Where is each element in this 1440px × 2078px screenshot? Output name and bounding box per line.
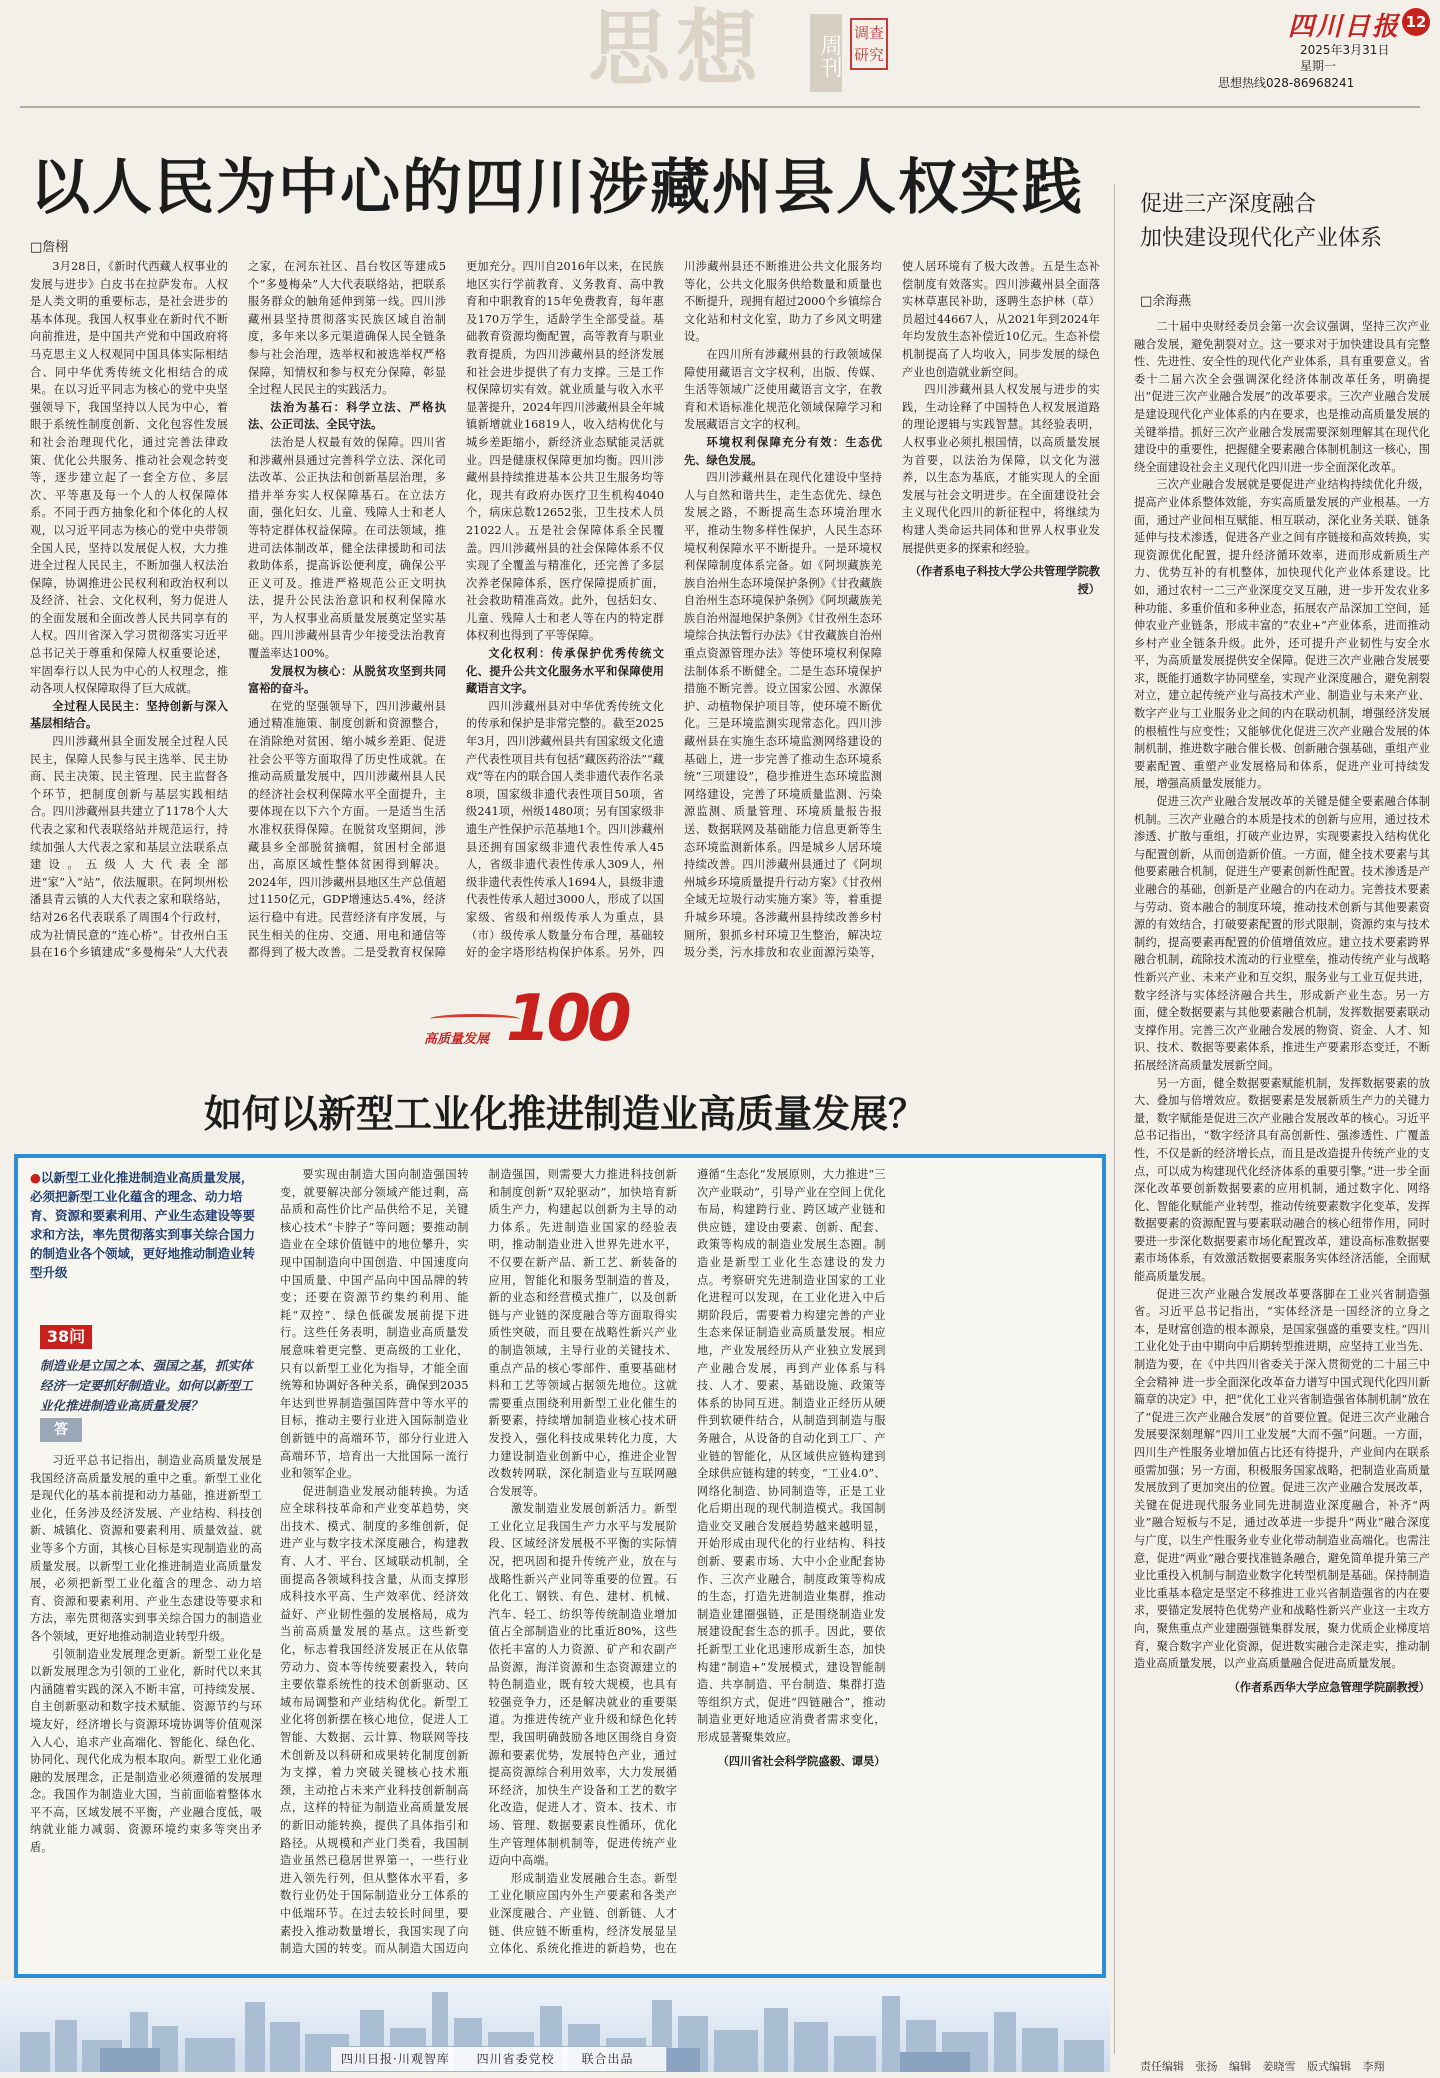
banner-number: 100 bbox=[506, 982, 628, 1056]
question-badge: 38问 bbox=[40, 1325, 92, 1349]
high-quality-100-banner bbox=[420, 982, 660, 1056]
editor-role-3: 版式编辑 bbox=[1307, 2060, 1351, 2073]
paragraph: 另一方面，健全数据要素赋能机制，发挥数据要素的放大、叠加与倍增效应。数据要素是发展新质生产力的关键力量，数字赋能是促进三次产业融合发展改革的核心。习近平总书记指出，“数字经济具有高创新性、强渗透性、广覆盖性，不仅是新的经济增长点，而且是改造提升传统产业的支点，可以成为构建现代化经济体系的重要引擎。”进一步全面深化改革要创新数据要素的应用机制，通过数字化、网络化、智能化赋能产业转型，推动传统要素数字化变革，发挥数据要素的资源配置与要素联动融合的核心纽带作用，同时要进一步深化数据要素市场化配置改革，建设高标准数据要素市场体系，有效激活数据要素服务实体经济活能，全面赋能高质量发展。 bbox=[1134, 1076, 1430, 1284]
article2-headline: 如何以新型工业化推进制造业高质量发展？ bbox=[203, 1092, 926, 1136]
article2-answer-col bbox=[30, 1452, 262, 1970]
paragraph: 在四川所有涉藏州县的行政领域保障使用藏语言文字权利，出版、传媒、生活等领域广泛使用藏语言文字，在教育和术语标准化规范化领域保障学习和发展藏语言文字的权利。 bbox=[684, 347, 882, 432]
editor-name-3: 李翔 bbox=[1362, 2060, 1385, 2073]
date-text: 2025年3月31日 bbox=[1300, 43, 1390, 57]
editor-role-2: 编辑 bbox=[1229, 2060, 1251, 2073]
article2-lead bbox=[30, 1168, 262, 1282]
credit-partner-1: 四川日报·川观智库 bbox=[341, 2052, 450, 2066]
editor-name-1: 张扬 bbox=[1195, 2060, 1218, 2073]
article1-body bbox=[30, 236, 1100, 976]
article1-byline: □詹栩 bbox=[30, 240, 69, 255]
paragraph: 四川涉藏州县在现代化建设中坚持人与自然和谐共生，走生态优先、绿色发展之路，不断提高生态环境治理水平，推动生物多样性保护，人民生态环境权利保障水平不断提升。一是环境权利保障制度体系完备。如《阿坝藏族羌族自治州生态环境保护条例》《甘孜藏族自治州生态环境保护条例》《阿坝藏族羌族自治州湿地保护条例》《甘孜州生态环境综合执法暂行办法》《甘孜藏族自治州重点资源管理办法》等使环境权利保障法制体系不断健全。二是生态环境保护措施不断完善。设立国家公园、水源保护、动植物保护项目等，使环境不断优化。三是环境监测实现常态化。四川涉藏州县在实施生态环境监测网络建设的基础上，进一步完善了推动生态环境系统“三项建设”，稳步推进生态环境监测网络建设，完善了环境质量监测、污染源监测、质量管理、环境质量报告报送、数据联网及基础能力信息更新等生态环境监测新体系。四是城乡人居环境持续改善。四川涉藏州县通过了《阿坝州城乡环境质量提升行动方案》《甘孜州全域无垃圾行动实施方案》等，着重提升城乡环境。各涉藏州县持续改善乡村厕所，狠抓乡村环境卫生整治，解决垃圾分类，污水排放和农业面源污染等，使人居环境有了极大改善。五是生态补偿制度有效落实。四川涉藏州县全面落实林草惠民补助，逐聘生态护林（草）员超过44667人，从2021年到2024年年均发放生态补偿近10亿元。生态补偿机制提高了人均收入，同步发展的绿色产业也创造就业新空间。 bbox=[684, 260, 1100, 960]
question-text: 制造业是立国之本、强国之基，抓实体经济一定要抓好制造业。如何以新型工业化推进制造业高质量发展？ bbox=[40, 1358, 253, 1413]
paragraph: 3月28日，《新时代西藏人权事业的发展与进步》白皮书在拉萨发布。人权是人类文明的重要标志，是社会进步的基本体现。我国人权事业在新时代不断向前推进，是中国共产党和中国政府将马克思主义人权观同中国具体实际相结合、同中华优秀传统文化相结合的成果。在以习近平同志为核心的党中央坚强领导下，我国坚持以人民为中心，着眼于系统性制度创新、文化包容性发展和社会治理现代化，通过完善法律政策、优化公共服务、推动社会观念转变等，逐步建立起了一套全方位、多层次、平等惠及每一个人的人权保障体系。不同于西方抽象化和个体化的人权观，以习近平同志为核心的党中央带领全国人民，坚持以发展促人权，大力推进全过程人民民主，不断加强人权法治保障，协调推进公民权利和政治权利以及经济、社会、文化权利，努力促进人的全面发展和全面改善人民共同享有的人权。四川省深入学习贯彻落实习近平总书记关于尊重和保障人权重要论述，牢固奉行以人民为中心的人权理念，推动各项人权保障取得了巨大成就。 bbox=[30, 260, 228, 696]
article2-body bbox=[280, 1166, 1094, 1972]
editor-role-1: 责任编辑 bbox=[1140, 2060, 1184, 2073]
paragraph: 四川涉藏州县人权发展与进步的实践，生动诠释了中国特色人权发展道路的理论逻辑与实践智慧。其经验表明，人权事业必须扎根国情，以高质量发展为首要，以法治为保障，以文化为滋养，以生态为基底，才能实现人的全面发展与社会文明进步。在全面建设社会主义现代化四川的新征程中，将继续为构建人类命运共同体和世界人权事业发展提供更多的探索和经验。 bbox=[902, 383, 1100, 555]
paragraph: 促进三次产业融合发展改革的关键是健全要素融合体制机制。三次产业融合的本质是技术的创新与应用，通过技术渗透、扩散与重组，打破产业边界，实现要素投入结构优化与配置创新，从而创造新价值。一方面，健全技术要素与其他要素融合机制，促进生产要素创新性配置。技术渗透是产业融合的基础，创新是产业融合的内在动力。完善技术要素与劳动、资本融合的制度环境，推动技术创新与其他要素资源的有效结合，打破要素配置的形式限制，资源约束与技术制约，提高要素再配置的价值增值效应。建立技术要素跨界融合机制，疏除技术流动的行业壁垒，推动传统产业与战略性新兴产业、未来产业和互交织，服务业与工业互促共进，数字经济与实体经济融合共生，形成新产业生态。另一方面，健全数据要素与其他要素融合机制，发挥数据要素联动支撑作用。完善三次产业融合发展的物资、资金、人才、知识、技术、数据等要素体系，推进生产要素形态变迁，不断拓展经济高质量发展新空间。 bbox=[1134, 795, 1430, 1072]
paragraph: 促进三次产业融合发展改革要落脚在工业兴省制造强省。习近平总书记指出，“实体经济是一国经济的立身之本，是财富创造的根本源泉，是国家强盛的重要支柱。”四川工业化处于由中期向中后期转型推进期，应坚持工业当先、制造为要，在《中共四川省委关于深入贯彻党的二十届三中全会精神 进一步全面深化改革奋力谱写中国式现代化四川新篇章的决定》中，把“优化工业兴省制造强省体制机制”放在了“促进三次产业融合发展”的首要位置。促进三次产业融合发展要深刻理解“四川工业发展”大而不强”问题。一方面，四川生产性服务业增加值占比还有待提升，产业间内在联系亟需加强；另一方面，积极服务国家战略，把制造业高质量发展放到了更加突出的位置。促进三次产业融合发展改革，关键在促进现代服务业同先进制造业深度融合，补齐“两业”融合短板与不足，通过改革进一步提升“两业”融合深度与广度，以生产性服务业专业化带动制造业高端化。也需注意，促进“两业”融合要找准链条融合，避免简单提升第三产业比重投入机制与制造业数字化转型机制是基础。保持制造业比重基本稳定是坚定不移推进工业兴省制造强省的内在要求，要锚定发展特色优势产业和战略性新兴产业这一主攻方向，聚焦重点产业建圈强链集群发展，聚力优质企业梯度培育，聚合数字产业化资源，促进数实融合走深走实，推动制造业高质量发展，以产业高质量融合促进高质量发展。 bbox=[1134, 1287, 1430, 1671]
paragraph: 要实现由制造大国向制造强国转变，就要解决部分领域产能过剩，高品质和高性价比产品供给不足，关键核心技术“卡脖子”等问题；要推动制造业在全球价值链中的地位攀升，实现中国制造向中国创造、中国速度向中国质量、中国产品向中国品牌的转变；还要在资源节约集约利用、能耗“双控”、绿色低碳发展前提下进行。这些任务表明，制造业高质量发展意味着更完整、更高级的工业化，只有以新型工业化为指导，才能全面统筹和协调好各种关系，确保到2035年达到世界制造强国阵营中等水平的目标，推动主要行业进入国际制造业创新链中的高端环节，部分行业进入高端环节，培育出一大批国际一流行业和领军企业。 bbox=[280, 1168, 469, 1481]
lead-text: 以新型工业化推进制造业高质量发展，必须把新型工业化蕴含的理念、动力培育、资源和要素利用、产业生态建设等要求和方法，率先贯彻落实到事关综合国力的制造业各个领域，更好地推动制造业转型升级 bbox=[30, 1170, 256, 1280]
masthead bbox=[0, 0, 1440, 108]
hotline: 思想热线028-86968241 bbox=[1218, 76, 1355, 90]
paragraph: 在党的坚强领导下，四川涉藏州县通过精准施策、制度创新和资源整合，在消除绝对贫困、缩小城乡差距、促进社会公平等方面取得了历史性成就。在推动高质量发展中，四川涉藏州县人民的经济社会权利保障水平全面提升，主要体现在以下六个方面。一是适当生活水准权获得保障。在脱贫攻坚期间，涉藏县乡全部脱贫摘帽，贫困村全部退出，高原区域性整体贫困得到解决。2024年，四川涉藏州县地区生产总值超过1150亿元，GDP增速达5.4%，经济运行稳中有进。民营经济有序发展，与民生相关的住房、交通、用电和通信等都得到了极大改善。二是受教育权保障更加充分。四川自2016年以来，在民族地区实行学前教育、义务教育、高中教育和中职教育的15年免费教育，每年惠及170万学生，适龄学生全部受益。基础教育资源均衡配置，高等教育与职业教育提质，为四川涉藏州县的经济发展和社会进步提供了有力支撑。三是工作权保障切实有效。就业质量与收入水平显著提升，2024年四川涉藏州县全年城镇新增就业16819人，收入结构优化与城乡差距缩小，新经济业态赋能灵活就业。四是健康权保障更加均衡。四川涉藏州县持续推进基本公共卫生服务均等化，现共有政府办医疗卫生机构4040个，病床总数12652张，卫生技术人员21022人。五是社会保障体系全民覆盖。四川涉藏州县的社会保障体系不仅实现了全覆盖与精准化，还完善了多层次养老保障体系，医疗保障提质扩面，社会救助精准高效。此外，包括妇女、儿童、残障人士和老人等在内的特定群体权利也得到了平等保障。 bbox=[248, 260, 664, 960]
paragraph: 促进制造业发展动能转换。为适应全球科技革命和产业变革趋势，突出技术、模式、制度的多维创新，促进产业与数字技术深度融合，构建教育、人才、平台、区域联动机制，全面提高各领域科技含量，从而支撑形成科技水平高、生产效率优、经济效益好、产业韧性强的发展格局，成为当前高质量发展的基点。这些新变化，标志着我国经济发展正在从依靠劳动力、资本等传统要素投入，转向主要依靠系统性的技术创新驱动、区域布局调整和产业结构优化。新型工业化将创新摆在核心地位，促进人工智能、大数据、云计算、物联网等技术创新及以科研和成果转化制度创新为支撑，着力突破关键核心技术瓶颈，主动抢占未来产业科技创新制高点，这样的特征为制造业高质量发展的新旧动能转换，提供了具体指引和路径。从规模和产业门类看，我国制造业虽然已稳居世界第一，一些行业进入领先行列，但从整体水平看，多数行业仍处于国际制造业分工体系的中低端环节。在过去较长时间里，要素投入推动数量增长，我国实现了向制造大国的转变。而从制造大国迈向制造强国，则需要大力推进科技创新和制度创新“双轮驱动”，加快培育新质生产力，构建起以创新为主导的动力体系。先进制造业国家的经验表明，推动制造业进入世界先进水平，不仅要在新产品、新工艺、新装备的应用，智能化和服务型制造的普及，新的业态和经营模式推广，以及创新链与产业链的深度融合等方面取得实质性突破，而且要在战略性新兴产业的制造领域，主导行业的关键技术、重点产品的核心零部件、重要基础材料和工艺等领域占据领先地位。这就需要重点围绕利用新型工业化催生的新要素，持续增加制造业核心技术研发投入，强化科技成果转化力度，大力建设制造业创新中心，推进企业智改数转网联，深化制造业与互联网融合发展等。 bbox=[280, 1168, 677, 1956]
paragraph: 引领制造业发展理念更新。新型工业化是以新发展理念为引领的工业化，新时代以来其内涵随着实践的深入不断丰富，可持续发展、自主创新驱动和数字技术赋能、资源节约与环境友好，经济增长与资源环境协调等价值观深入人心，追求产业高端化、智能化、绿色化、协同化、现代化成为根本取向。新型工业化通融的发展理念，正是制造业必须遵循的发展理念。我国作为制造业大国，当前面临着整体水平不高，区域发展不平衡，产业融合度低，吸纳就业能力减弱、资源环境约束多等突出矛盾。 bbox=[30, 1647, 262, 1855]
weekday-text: 星期一 bbox=[1300, 59, 1337, 73]
article1-headline: 以人民为中心的四川涉藏州县人权实践 bbox=[30, 153, 1084, 223]
subheading: 环境权利保障充分有效：生态优先、绿色发展。 bbox=[684, 435, 882, 467]
banner-label: 高质量发展 bbox=[424, 1032, 490, 1047]
paragraph: 四川涉藏州县全面发展全过程人民民主，保障人民参与民主选举、民主协商、民主决策、民主管理、民主监督各个环节，把制度创新与基层实践相结合。四川涉藏州县共建立了1178个人大代表之家和代表联络站并规范运行，持续加强人大代表之家和基层立法联系点建设。五级人大代表全部进“家”入“站”，依法履职。在阿坝州松潘县青云镇的人大代表之家和联络站，结对26名代表联系了周围4个行政村，成为社情民意的“连心桥”。甘孜州白玉县在16个乡镇建成“多曼梅朵”人大代表之家，在河东社区、昌台牧区等建成5个“多曼梅朵”人大代表联络站，把联系服务群众的触角延伸到第一线。四川涉藏州县坚持贯彻落实民族区域自治制度，多年来以多元渠道确保人民全链条参与社会治理，选举权和被选举权严格保障，知情权和参与权充分保障，彰显全过程人民民主的实践活力。 bbox=[30, 260, 446, 960]
issue-date bbox=[1300, 42, 1389, 74]
answer-badge: 答 bbox=[40, 1418, 82, 1442]
credit-partner-2: 四川省委党校 bbox=[476, 2052, 555, 2066]
masthead-divider bbox=[20, 106, 1420, 108]
paragraph: 四川涉藏州县对中华优秀传统文化的传承和保护是非常完整的。截至2025年3月，四川涉藏州县共有国家级文化遗产代表性项目共有包括“藏医药浴法”“藏戏”等在内的联合国人类非遗代表作名录8项，国家级非遗代表性项目50项，省级241项，州级1480项；另有国家级非遗生产性保护示范基地1个。四川涉藏州县还拥有国家级非遗代表性传承人45人，省级非遗代表性传承人309人，州级非遗代表性传承人1694人，县级非遗代表性传承人超过3000人，形成了以国家级、省级和州级传承人为重点，县（市）级传承人数量分布合理，基础较好的金字塔形结构保护体系。另外，四川涉藏州县还不断推进公共文化服务均等化，公共文化服务供给数量和质量也不断提升，现拥有超过2000个乡镇综合文化站和村文化室，助力了乡风文明建设。 bbox=[466, 260, 882, 960]
author-note: （四川省社会科学院盛毅、谭昊） bbox=[717, 1754, 886, 1768]
sidebar-headline-line2: 加快建设现代化产业体系 bbox=[1140, 226, 1383, 251]
newspaper-logo: 四川日报 bbox=[1288, 12, 1401, 42]
paragraph: 二十届中央财经委员会第一次会议强调，坚持三次产业融合发展，避免割裂对立。这一要求对于加快建设具有完整性、先进性、安全性的现代化产业体系，具有重要意义。省委十二届六次全会强调深化经济体制改革任务，明确提出“促进三次产业融合发展”的改革要求。三次产业融合发展是建设现代化产业体系的内在要求，也是推动高质量发展的关键举措。抓好三次产业融合发展需要深刻理解其在现代化建设中的重要性，把握健全要素融合体制机制这一核心，围绕全面建设社会主义现代化四川进一步全面深化改革。 bbox=[1134, 320, 1430, 474]
page-number-badge: 12 bbox=[1402, 8, 1430, 36]
author-note: （作者系西华大学应急管理学院副教授） bbox=[1228, 1680, 1430, 1694]
editor-credits bbox=[1140, 2058, 1393, 2074]
lead-bullet: ● bbox=[30, 1170, 41, 1185]
section-title: 思想 bbox=[588, 2, 765, 97]
research-seal: 调查研究 bbox=[850, 18, 888, 70]
editor-name-2: 姜晓雪 bbox=[1262, 2060, 1296, 2073]
paragraph: 形成制造业发展融合生态。新型工业化顺应国内外生产要素和各类产业深度融合、产业链、创新链、人才链、供应链不断重构，经济发展显呈立体化、系统化推进的新趋势，也在遵循“生态化”发展原则，大力推进“三次产业联动”，引导产业在空间上优化布局，构建跨行业、跨区域产业链和供应链，建设由要素、创新、配套、政策等构成的制造业发展生态圈。制造业是新型工业化生态建设的发力点。考察研究先进制造业国家的工业化进程可以发现，在工业化进入中后期阶段后，需要着力构建完善的产业生态来保证制造业高质量发展。相应地，产业发展经历从产业独立发展到产业融合发展，再到产业体系与科技、人才、要素、基础设施、政策等体系的协同互进。制造业正经历从硬件到软硬件结合，从制造到制造与服务融合，从设备的自动化到工厂、产业链的智能化，从区域供应链构建到全球供应链构建的转变，“工业4.0”、网络化制造、协同制造等，正是工业化后期出现的现代制造模式。我国制造业交叉融合发展趋势越来越明显，开始形成由现代化的行业结构、科技创新、要素市场、大中小企业配套协作、三次产业融合，制度政策等构成的生态，打造先进制造业集群，推动制造业建圈强链，正是围绕制造业发展建设配套生态的抓手。因此，要依托新型工业化迅速形成新生态，加快构建“制造+”发展模式，建设智能制造、共享制造、平台制造、集群打造等组织方式，促进“四链融合”，推动制造业更好地适应消费者需求变化，形成显著聚集效应。 bbox=[488, 1168, 886, 1956]
paragraph: 法治是人权最有效的保障。四川省和涉藏州县通过完善科学立法、深化司法改革、公正执法和创新基层治理，多措并举夯实人权保障基石。在立法方面，强化妇女、儿童、残障人士和老人等特定群体权益保障。在司法领域，推进司法体制改革，健全法律援助和司法救助体系，提高诉讼便利度，确保公平正义可及。推进严格规范公正文明执法，提升公民法治意识和权利保障水平，为人权事业高质量发展奠定坚实基础。四川涉藏州县青少年接受法治教育覆盖率达100%。 bbox=[248, 435, 446, 661]
section-weekly-tag: 周刊 bbox=[810, 14, 842, 92]
subheading: 法治为基石：科学立法、严格执法、公正司法、全民守法。 bbox=[248, 400, 446, 432]
sidebar-byline: □余海燕 bbox=[1140, 294, 1192, 309]
subheading: 文化权利：传承保护优秀传统文化、提升公共文化服务水平和保障使用藏语言文字。 bbox=[466, 647, 664, 696]
author-note: （作者系电子科技大学公共管理学院教授） bbox=[909, 565, 1100, 596]
paragraph: 激发制造业发展创新活力。新型工业化立足我国生产力水平与发展阶段、区域经济发展极不平衡的实际情况，把巩固和提升传统产业，放在与战略性新兴产业同等重要的位置。石化化工、钢铁、有色、建材、机械、汽车、轻工、纺织等传统制造业增加值占全部制造业的比重近80%，这些依托丰富的人力资源、矿产和农副产品资源，海洋资源和生态资源建立的特色制造业，既有较大规模，也具有较强竞争力，还是解决就业的重要渠道。为推进传统产业升级和绿色化转型，我国明确鼓励各地区围绕自身资源和要素优势，发展特色产业，通过提高资源综合利用效率，大力发展循环经济，加快生产设备和工艺的数字化改造，促进人才、资本、技术、市场、管理、数据要素良性循环，优化生产管理体制机制等，促进传统产业迈向中高端。 bbox=[488, 1502, 677, 1868]
subheading: 全过程人民民主：坚持创新与深入基层相结合。 bbox=[30, 699, 228, 731]
sidebar-headline-line1: 促进三产深度融合 bbox=[1140, 192, 1317, 217]
sidebar-divider bbox=[1114, 184, 1115, 2054]
credit-bar bbox=[330, 2046, 667, 2072]
paragraph: 三次产业融合发展就是要促进产业结构持续优化升级，提高产业体系整体效能，夯实高质量发展的产业根基。一方面，通过产业间相互赋能、相互联动，深化业务关联、链条延伸与技术渗透，促进各产业之间有序链接和高效转换，实现资源优化配置，提升经济循环效率，进而形成新质生产力、优势互补的有机整体，加快现代化产业体系建设。比如，通过农村一二三产业深度交叉互融，进一步开发农业多种功能、多重价值和多种业态，拓展农产品深加工空间，延伸农业产业链条，形成丰富的“农业+”产业体系，进而推动乡村产业全链条升级。此外，还可提升产业韧性与安全水平，为高质量发展提供安全保障。促进三次产业融合发展要求，既能打通数字协同壁垒，实现产业深度融合，避免割裂对立，建立起传统产业与高技术产业、制造业与未来产业、数字产业与工业服务业之间的内在联动机制，增强经济发展的根植性与应变性；又能够优化促进三次产业融合发展的体制机制，推进数字融合催长极、创新融合强基础，重组产业要素配置、重塑产业发展格局和体系，促进产业可持续发展，增强高质量发展能力。 bbox=[1134, 478, 1430, 791]
sidebar-headline bbox=[1140, 188, 1430, 256]
paragraph: 习近平总书记指出，制造业高质量发展是我国经济高质量发展的重中之重。新型工业化是现代化的基本前提和动力基础，推进新型工业化，任务涉及经济发展、产业结构、科技创新、城镇化、资源和要素利用、质量效益、就业等多个方面，其核心目标是实现制造业的高质量发展。以新型工业化推进制造业高质量发展，必须把新型工业化蕴含的理念、动力培育、资源和要素利用、产业生态建设等要求和方法，率先贯彻落实到事关综合国力的制造业各个领域，更好地推动制造业转型升级。 bbox=[30, 1454, 262, 1643]
credit-joint: 联合出品 bbox=[581, 2052, 634, 2066]
subheading: 发展权为核心：从脱贫攻坚到共同富裕的奋斗。 bbox=[248, 664, 446, 696]
sidebar-body bbox=[1134, 318, 1430, 2048]
